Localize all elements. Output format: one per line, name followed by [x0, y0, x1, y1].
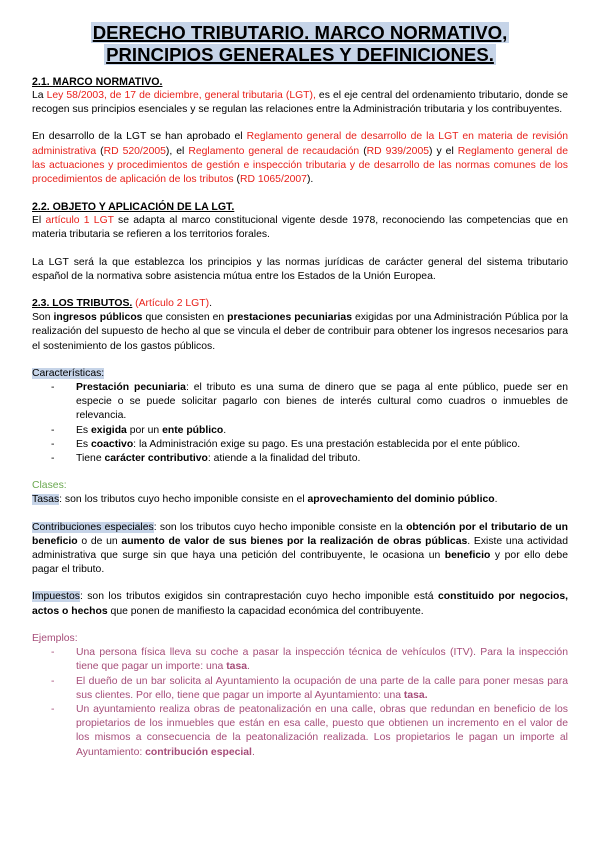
list-item: - Prestación pecuniaria: el tributo es una suma de dinero que se paga al ente público, puede ser en especie o se puede solicitar pagarlo con bienes de interés cultural como cuadros o inmuebles de relevancia.	[51, 382, 568, 422]
caracteristicas-list	[32, 381, 568, 466]
section-heading-2-1: 2.1. MARCO NORMATIVO.	[32, 76, 163, 88]
ejemplos-label: Ejemplos:	[32, 632, 78, 644]
list-item: - Tiene carácter contributivo: atiende a la finalidad del tributo.	[51, 453, 361, 465]
clases-label: Clases:	[32, 480, 67, 492]
ejemplos-list	[32, 646, 568, 760]
list-item: - Es exigida por un ente público.	[51, 424, 227, 436]
section-heading-2-3: 2.3. LOS TRIBUTOS. (Artículo 2 LGT).	[32, 298, 212, 310]
law-reference: Ley 58/2003, de 17 de diciembre, general tributaria (LGT),	[46, 90, 316, 101]
paragraph-contribuciones: Contribuciones especiales: son los tributos cuyo hecho imponible consiste en la obtención por el tributario de un beneficio o de un aumento de valor de sus bienes por la realización de obras públicas. Existe una actividad administrativa que surge sin que haya una petición del contribuyente, le ocasiona un beneficio y por ello debe pagar el tributo.	[32, 521, 568, 576]
list-item: - Es coactivo: la Administración exige su pago. Es una prestación establecida por el ente público.	[51, 438, 521, 450]
title-line-1: DERECHO TRIBUTARIO. MARCO NORMATIVO,	[92, 22, 508, 43]
document-title	[32, 22, 568, 66]
paragraph-tributos: Son ingresos públicos que consisten en prestaciones pecuniarias exigidas por una Administración Pública por la realización del supuesto de hecho al que se vincula el deber de contribuir para obtener los ingresos necesarios para el sostenimiento de los gastos públicos.	[32, 312, 568, 352]
list-item: - El dueño de un bar solicita al Ayuntamiento la ocupación de una parte de la calle para poner mesas para sus clientes. Por ello, tiene que pagar un importe al Ayuntamiento: una tasa.	[51, 675, 568, 701]
paragraph-objeto: El artículo 1 LGT se adapta al marco constitucional vigente desde 1978, reconociendo las competencias que en materia tributaria se refieren a los territorios forales.	[32, 215, 568, 241]
paragraph-reglamentos: En desarrollo de la LGT se han aprobado el Reglamento general de desarrollo de la LGT en materia de revisión administrativa (RD 520/2005), el Reglamento general de recaudación (RD 939/2005) y el Reglamento general de las actuaciones y procedimientos de gestión e inspección tributaria y de desarrollo de las normas comunes de los procedimientos de aplicación de los tributos (RD 1065/2007).	[32, 131, 568, 186]
list-item: - Una persona física lleva su coche a pasar la inspección técnica de vehículos (ITV). Para la inspección tiene que pagar un importe: una tasa.	[51, 647, 568, 673]
paragraph-tasas: Tasas: son los tributos cuyo hecho imponible consiste en el aprovechamiento del dominio público.	[32, 494, 498, 506]
caracteristicas-label: Características:	[32, 367, 105, 379]
paragraph-impuestos: Impuestos: son los tributos exigidos sin contraprestación cuyo hecho imponible está constituido por negocios, actos o hechos que ponen de manifiesto la capacidad económica del contribuyente.	[32, 591, 568, 617]
list-item: - Un ayuntamiento realiza obras de peatonalización en una calle, obras que redundan en beneficio de los propietarios de los inmuebles que están en esa calle, puesto que obtienen un incremento en el valor de los mismos a consecuencia de la peatonalización realizada. Los propietarios le pagan un importe al Ayuntamiento: contribución especial.	[51, 703, 568, 758]
section-heading-2-2: 2.2. OBJETO Y APLICACIÓN DE LA LGT.	[32, 201, 235, 214]
title-line-2: PRINCIPIOS GENERALES Y DEFINICIONES.	[106, 44, 494, 65]
paragraph-lgt: La Ley 58/2003, de 17 de diciembre, general tributaria (LGT), es el eje central del ordenamiento tributario, donde se recogen sus principios esenciales y se regulan las relaciones entre la Administración tributaria y los contribuyentes.	[32, 90, 568, 116]
paragraph-aplicacion: La LGT será la que establezca los principios y las normas jurídicas de carácter general del sistema tributario español de la normativa sobre asistencia mútua entre los Estados de la Unión Europea.	[32, 256, 568, 282]
